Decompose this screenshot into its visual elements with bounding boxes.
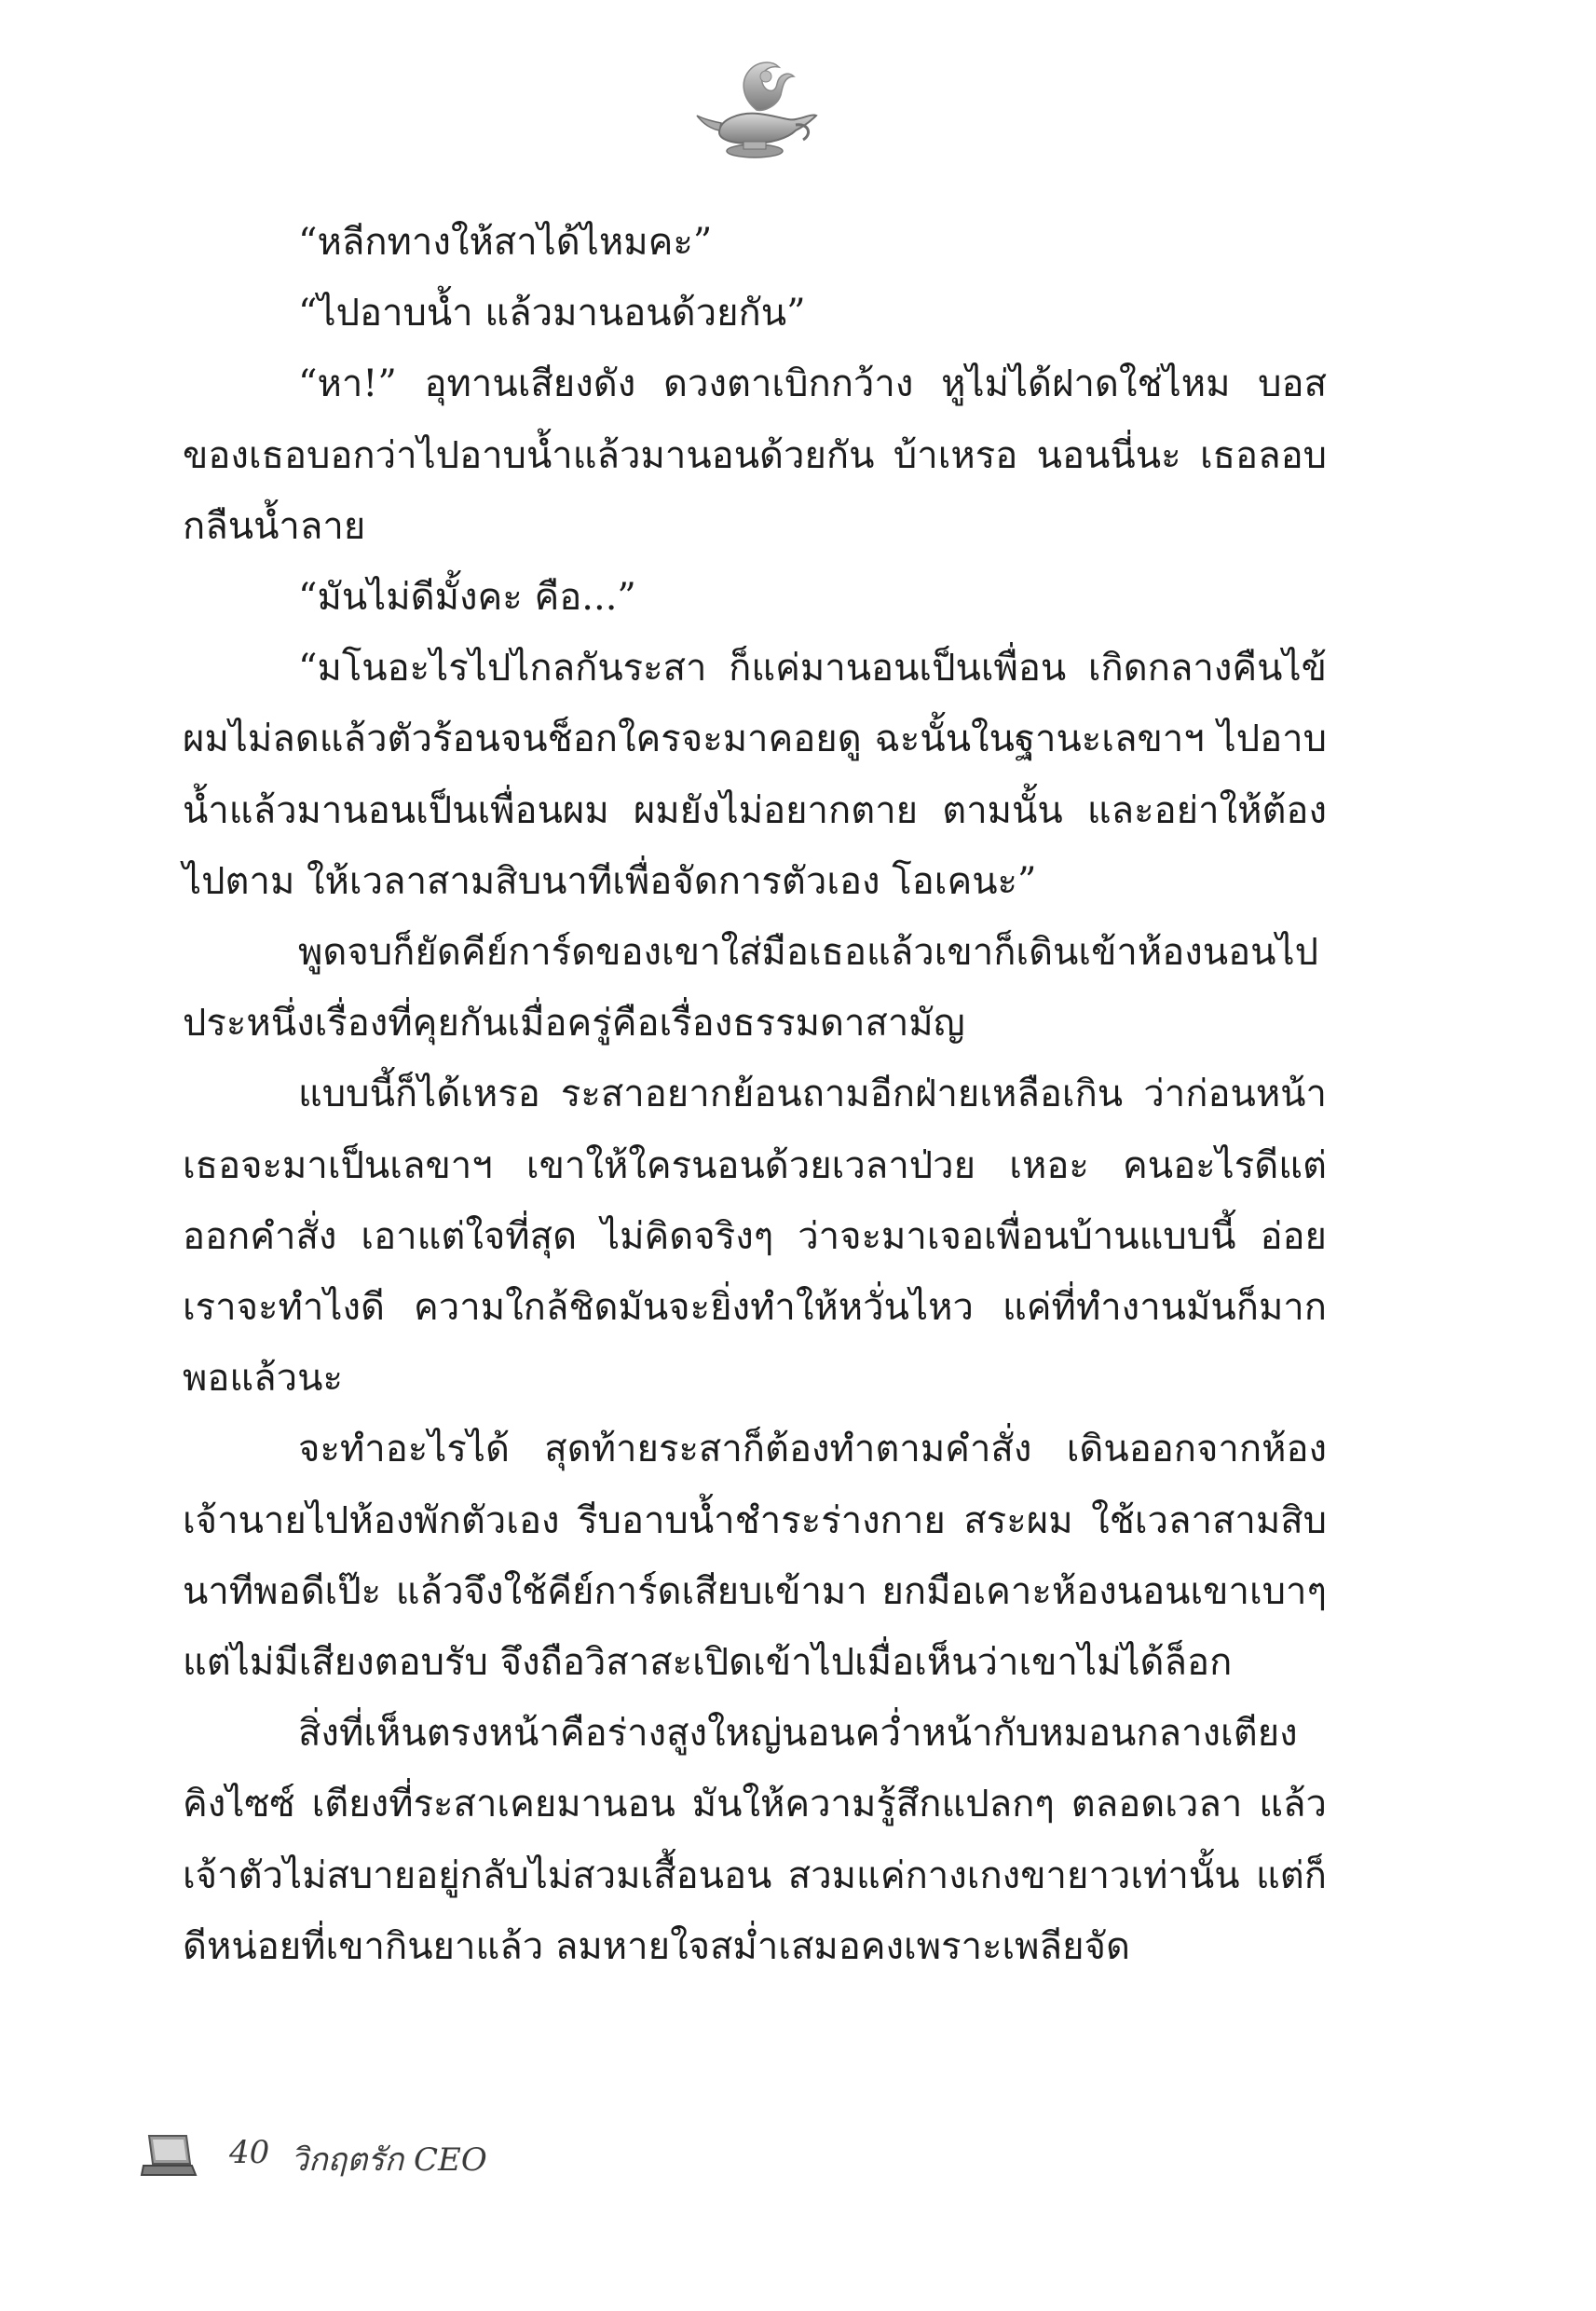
page-number: 40: [229, 2134, 270, 2171]
lamp-with-figure-icon: [691, 54, 822, 166]
paragraph: “มันไม่ดีมั้งคะ คือ...”: [298, 576, 636, 620]
paragraph: สิ่งที่เห็นตรงหน้าคือร่างสูงใหญ่นอนคว่ำหน้ากับหมอนกลางเตียงคิงไซซ์ เตียงที่ระสาเคยมานอน มันให้ความรู้สึกแปลกๆ ตลอดเวลา แล้วเจ้าตัวไม่สบายอยู่กลับไม่สวมเสื้อนอน สวมแค่กางเกงขายาวเท่านั้น แต่ก็ดีหน่อยที่เขากินยาแล้ว ลมหายใจสม่ำเสมอคงเพราะเพลียจัด: [183, 1712, 1327, 1968]
paragraph: “หา!” อุทานเสียงดัง ดวงตาเบิกกว้าง หูไม่ได้ฝาดใช่ไหม บอสของเธอบอกว่าไปอาบน้ำแล้วมานอนด้วยกัน บ้าเหรอ นอนนี่นะ เธอลอบกลืนน้ำลาย: [183, 362, 1327, 548]
paragraph: พูดจบก็ยัดคีย์การ์ดของเขาใส่มือเธอแล้วเขาก็เดินเข้าห้องนอนไป ประหนึ่งเรื่องที่คุยกันเมื่อครู่คือเรื่องธรรมดาสามัญ: [183, 931, 1319, 1046]
paragraph: จะทำอะไรได้ สุดท้ายระสาก็ต้องทำตามคำสั่ง เดินออกจากห้องเจ้านายไปห้องพักตัวเอง รีบอาบน้ำชำระร่างกาย สระผม ใช้เวลาสามสิบนาทีพอดีเป๊ะ แล้วจึงใช้คีย์การ์ดเสียบเข้ามา ยกมือเคาะห้องนอนเขาเบาๆ แต่ไม่มีเสียงตอบรับ จึงถือวิสาสะเปิดเข้าไปเมื่อเห็นว่าเขาไม่ได้ล็อก: [183, 1428, 1327, 1685]
paragraph: “มโนอะไรไปไกลกันระสา ก็แค่มานอนเป็นเพื่อน เกิดกลางคืนไข้ผมไม่ลดแล้วตัวร้อนจนช็อกใครจะมาคอยดู ฉะนั้นในฐานะเลขาฯ ไปอาบน้ำแล้วมานอนเป็นเพื่อนผม ผมยังไม่อยากตาย ตามนั้น และอย่าให้ต้องไปตาม ให้เวลาสามสิบนาทีเพื่อจัดการตัวเอง โอเคนะ”: [183, 647, 1327, 903]
page-footer: [140, 2128, 699, 2184]
book-title: วิกฤตรัก CEO: [291, 2141, 487, 2179]
paragraph: แบบนี้ก็ได้เหรอ ระสาอยากย้อนถามอีกฝ่ายเหลือเกิน ว่าก่อนหน้าเธอจะมาเป็นเลขาฯ เขาให้ใครนอนด้วยเวลาป่วย เหอะ คนอะไรดีแต่ออกคำสั่ง เอาแต่ใจที่สุด ไม่คิดจริงๆ ว่าจะมาเจอเพื่อนบ้านแบบนี้ อ่อย เราจะทำไงดี ความใกล้ชิดมันจะยิ่งทำให้หวั่นไหว แค่ที่ทำงานมันก็มากพอแล้วนะ: [183, 1073, 1327, 1401]
laptop-icon: [140, 2132, 198, 2179]
paragraph: “หลีกทางให้สาได้ไหมคะ”: [298, 221, 713, 264]
paragraph: “ไปอาบน้ำ แล้วมานอนด้วยกัน”: [298, 292, 806, 335]
chapter-text: [183, 207, 1327, 1982]
